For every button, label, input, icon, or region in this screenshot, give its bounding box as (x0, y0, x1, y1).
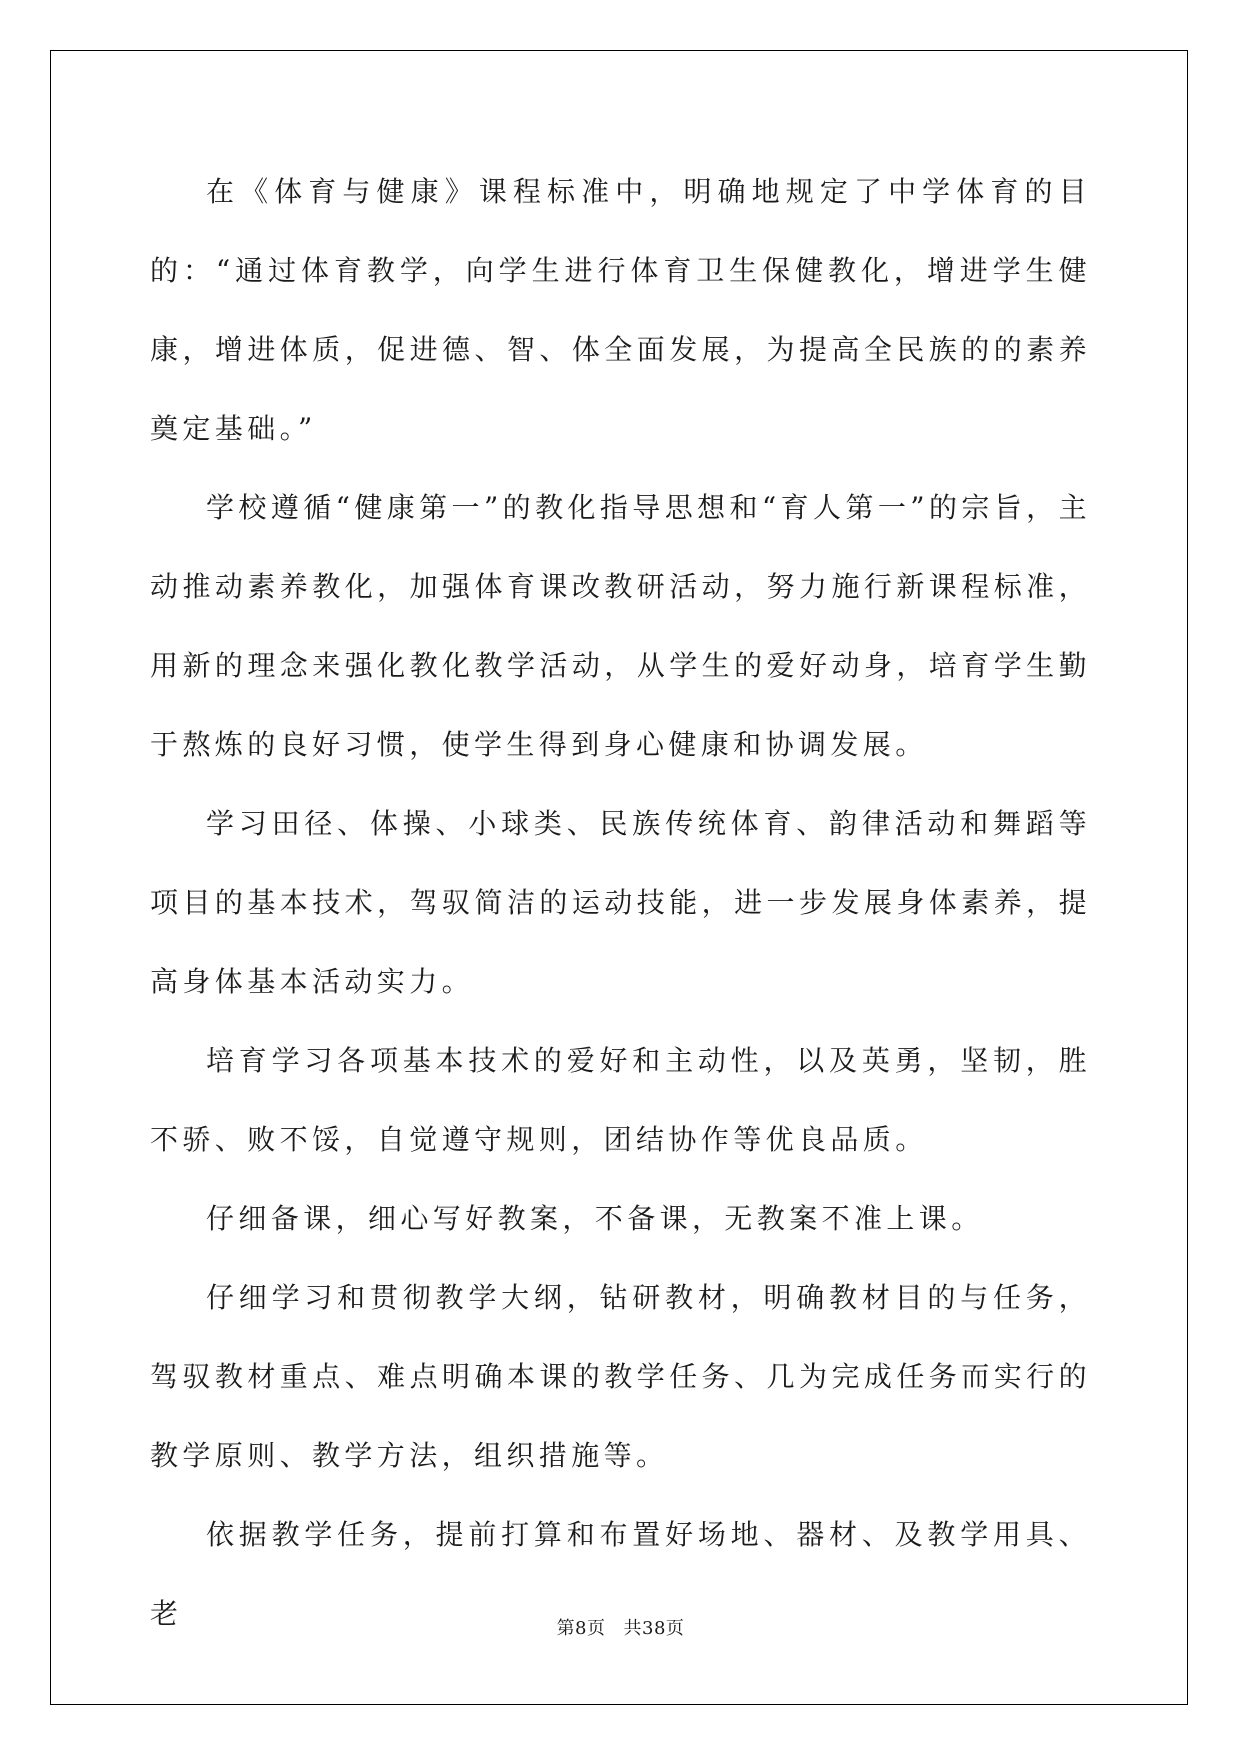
paragraph-7: 依据教学任务，提前打算和布置好场地、器材、及教学用具、老 (150, 1518, 1091, 1630)
paragraph-5: 仔细备课，细心写好教案，不备课，无教案不准上课。 (206, 1202, 984, 1235)
page-footer (0, 1614, 1241, 1640)
document-body (150, 152, 1091, 1653)
paragraph-6: 仔细学习和贯彻教学大纲，钻研教材，明确教材目的与任务，驾驭教材重点、难点明确本课的教学任务、几为完成任务而实行的教学原则、教学方法，组织措施等。 (150, 1281, 1091, 1472)
paragraph-4: 培育学习各项基本技术的爱好和主动性，以及英勇，坚韧，胜不骄、败不馁，自觉遵守规则，团结协作等优良品质。 (150, 1044, 1091, 1156)
paragraph-1: 在《体育与健康》课程标准中，明确地规定了中学体育的目的：“通过体育教学，向学生进行体育卫生保健教化，增进学生健康，增进体质，促进德、智、体全面发展，为提高全民族的的素养奠定基础。” (150, 175, 1091, 445)
page-total: 共38页 (623, 1618, 685, 1639)
page-number: 第8页 (556, 1618, 606, 1639)
paragraph-3: 学习田径、体操、小球类、民族传统体育、韵律活动和舞蹈等项目的基本技术，驾驭简洁的运动技能，进一步发展身体素养，提高身体基本活动实力。 (150, 807, 1091, 998)
paragraph-2: 学校遵循“健康第一”的教化指导思想和“育人第一”的宗旨，主动推动素养教化，加强体育课改教研活动，努力施行新课程标准，用新的理念来强化教化教学活动，从学生的爱好动身，培育学生勤于熬炼的良好习惯，使学生得到身心健康和协调发展。 (150, 491, 1091, 761)
